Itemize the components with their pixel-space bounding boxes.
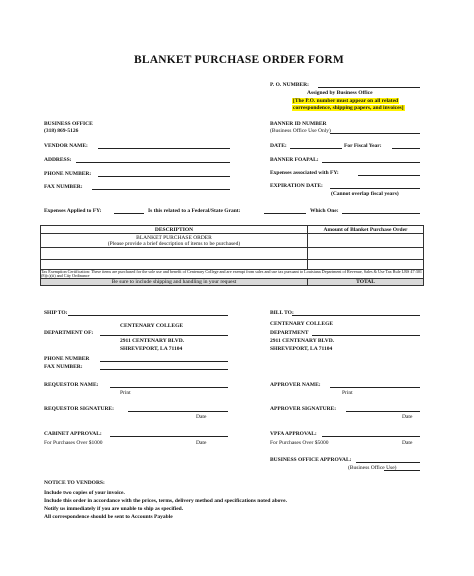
vendor-name-label: VENDOR NAME:: [44, 143, 88, 149]
description-header: DESCRIPTION: [41, 226, 308, 234]
expenses-applied-field[interactable]: [114, 213, 144, 214]
vpfa-approval-field[interactable]: [322, 436, 420, 437]
bill-street: 2911 CENTENARY BLVD.: [270, 338, 335, 344]
description-blank-row-2[interactable]: [41, 260, 308, 270]
banner-id-sub: (Business Office Use Only): [270, 128, 331, 134]
expenses-fy-field[interactable]: [358, 175, 420, 176]
po-number-label: P. O. NUMBER:: [270, 82, 309, 88]
bill-department-label: DEPARTMENT: [270, 330, 309, 336]
vpfa-approval-label: VPFA APPROVAL:: [270, 431, 317, 437]
approver-name-label: APPROVER NAME:: [270, 382, 321, 388]
notice-line-3: Notify us immediately if you are unable to ship as specified.: [44, 506, 184, 512]
ship-department-label: DEPARTMENT OF:: [44, 330, 94, 336]
business-office-approval-field[interactable]: [356, 462, 420, 463]
tax-exemption-note: Tax Exemption Certification: These items are purchased for the sole use and benefit of Centenary College and are exempt from sales and use tax pursuant to Louisiana Department of Revenue, Sales & Use Tax Rule LRS 47:301 (8)(c)(ii) and City Ordinance: [41, 269, 423, 278]
ship-fax-label: FAX NUMBER:: [44, 364, 83, 370]
expiration-label: EXPIRATION DATE:: [270, 183, 323, 189]
business-office-approval-label: BUSINESS OFFICE APPROVAL:: [270, 457, 352, 463]
requestor-signature-field[interactable]: [128, 411, 228, 412]
amount-header: Amount of Blanket Purchase Order: [308, 226, 424, 234]
requestor-date-caption: Date: [196, 414, 207, 420]
foapal-field[interactable]: [322, 162, 420, 163]
business-office-use-caption: (Business Office Use): [348, 465, 397, 471]
approver-name-field[interactable]: [330, 387, 420, 388]
fiscal-year-field[interactable]: [392, 148, 420, 149]
description-blank-row-1[interactable]: [41, 248, 308, 260]
ship-phone-label: PHONE NUMBER: [44, 356, 90, 362]
federal-grant-field[interactable]: [264, 213, 306, 214]
notice-line-4: All correspondence should be sent to Accounts Payable: [44, 514, 173, 520]
address-field[interactable]: [76, 162, 230, 163]
po-highlight-note-2: correspondence, shipping papers, and invoices]: [293, 105, 404, 111]
requestor-name-field[interactable]: [110, 387, 228, 388]
expenses-fy-label: Expenses associated with FY:: [270, 170, 339, 176]
banner-id-label: BANNER ID NUMBER: [270, 121, 327, 127]
vendor-phone-label: PHONE NUMBER:: [44, 171, 92, 177]
po-number-field[interactable]: [318, 87, 420, 88]
requestor-signature-label: REQUESTOR SIGNATURE:: [44, 406, 114, 412]
business-office-phone: (318) 869-5126: [44, 128, 79, 134]
amount-blank-row-1[interactable]: [308, 248, 424, 260]
notice-title: NOTICE TO VENDORS:: [44, 480, 105, 486]
ship-city: SHREVEPORT, LA 71104: [120, 346, 183, 352]
bill-department-field[interactable]: [312, 335, 420, 336]
date-label: DATE:: [270, 143, 287, 149]
shipping-note: Be sure to include shipping and handling in your request: [41, 279, 308, 286]
vendor-fax-label: FAX NUMBER:: [44, 184, 83, 190]
total-label: TOTAL: [308, 279, 424, 286]
approver-date-caption: Date: [402, 414, 413, 420]
approver-print-caption: Print: [342, 390, 353, 396]
requestor-name-label: REQUESTOR NAME:: [44, 382, 99, 388]
cabinet-approval-label: CABINET APPROVAL:: [44, 431, 102, 437]
approver-signature-field[interactable]: [346, 411, 420, 412]
po-highlight-note-1: [The P.O. number must appear on all related: [293, 98, 399, 104]
po-assigned-note: Assigned by Business Office: [307, 90, 373, 96]
over-5000-note: For Purchases Over $5000: [270, 440, 329, 446]
description-cell[interactable]: [41, 234, 308, 248]
description-instructions: (Please provide a brief description of items to be purchased): [107, 241, 241, 247]
ship-phone-field[interactable]: [100, 361, 228, 362]
cabinet-date-caption: Date: [196, 440, 207, 446]
ship-fax-field[interactable]: [100, 369, 228, 370]
expenses-applied-label: Expenses Applied to FY:: [44, 208, 102, 214]
over-1000-note: For Purchases Over $1000: [44, 440, 103, 446]
amount-blank-row-2[interactable]: [308, 260, 424, 270]
banner-id-field[interactable]: [330, 133, 420, 134]
fiscal-year-label: For Fiscal Year:: [344, 143, 382, 149]
vendor-phone-field[interactable]: [98, 176, 230, 177]
date-field[interactable]: [290, 148, 342, 149]
items-table: [40, 225, 424, 286]
ship-to-field[interactable]: [68, 315, 228, 316]
cannot-overlap-note: (Cannot overlap fiscal years): [331, 191, 399, 197]
bill-city: SHREVEPORT, LA 71104: [270, 346, 333, 352]
ship-to-label: SHIP TO:: [44, 310, 68, 316]
federal-grant-label: Is this related to a Federal/State Grant:: [148, 208, 241, 214]
ship-department-field[interactable]: [100, 335, 228, 336]
cabinet-approval-field[interactable]: [110, 436, 228, 437]
business-office-date-line[interactable]: [384, 470, 420, 471]
ship-street: 2911 CENTENARY BLVD.: [120, 338, 185, 344]
address-label: ADDRESS:: [44, 157, 72, 163]
notice-line-1: Include two copies of your invoice.: [44, 490, 125, 496]
description-title: BLANKET PURCHASE ORDER: [136, 235, 212, 241]
ship-college: CENTENARY COLLEGE: [120, 323, 184, 329]
vendor-name-field[interactable]: [98, 148, 230, 149]
expiration-field[interactable]: [330, 188, 420, 189]
page-title: BLANKET PURCHASE ORDER FORM: [134, 54, 344, 66]
requestor-print-caption: Print: [120, 390, 131, 396]
foapal-label: BANNER FOAPAL:: [270, 157, 319, 163]
bill-to-field[interactable]: [292, 315, 420, 316]
vpfa-date-caption: Date: [402, 440, 413, 446]
amount-cell[interactable]: [308, 234, 424, 248]
approver-signature-label: APPROVER SIGNATURE:: [270, 406, 337, 412]
bill-college: CENTENARY COLLEGE: [270, 321, 334, 327]
notice-line-2: Include this order in accordance with the prices, terms, delivery method and specifications noted above.: [44, 498, 287, 504]
which-one-label: Which One:: [310, 208, 339, 214]
which-one-field[interactable]: [342, 213, 420, 214]
bill-to-label: BILL TO:: [270, 310, 294, 316]
business-office-label: BUSINESS OFFICE: [44, 121, 93, 127]
vendor-fax-field[interactable]: [92, 189, 230, 190]
